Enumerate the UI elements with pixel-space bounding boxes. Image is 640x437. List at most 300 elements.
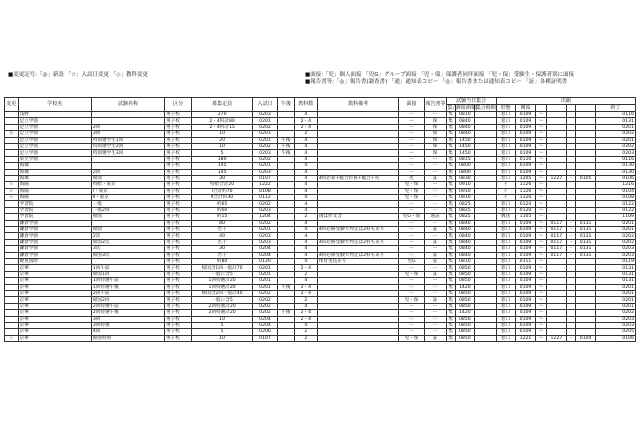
cell-change-mark: ☆ xyxy=(5,335,19,341)
cell-assembly: 集 xyxy=(446,246,455,252)
cell-school-type: 男子校 xyxy=(165,239,192,245)
cell-range-mark: 〜 xyxy=(536,271,546,277)
cell-application-close: 0201 xyxy=(596,290,636,296)
cell-separator: ・ xyxy=(566,246,575,252)
cell-afternoon: 午後 xyxy=(278,284,295,290)
cell-start-time: 0825 xyxy=(455,201,474,207)
cell-application-open: 0109 xyxy=(515,163,536,169)
cell-school-type: 男子校 xyxy=(165,284,192,290)
cell-start-time: 0840 xyxy=(455,227,474,233)
cell-exam-name: 帰国 xyxy=(91,214,164,220)
cell-separator: ・ xyxy=(566,220,575,226)
header-row-top xyxy=(5,98,636,105)
cell-assembly: 集 xyxy=(446,239,455,245)
cell-application-open: 0109 xyxy=(515,246,536,252)
cell-range-mark: 〜 xyxy=(536,112,546,118)
cell-exam-date: 0204 xyxy=(252,246,277,252)
cell-subjects: 2・4 xyxy=(294,284,317,290)
cell-assembly: 集 xyxy=(446,124,455,130)
cell-exam-date: 0201 xyxy=(252,137,277,143)
cell-application-close: 0201 xyxy=(596,303,636,309)
cell-application-close: 1109 xyxy=(596,214,636,220)
cell-application-close: 0203 xyxy=(596,316,636,322)
cell-application-close: 0122 xyxy=(596,207,636,213)
cell-report: ー xyxy=(424,290,446,296)
cell-assembly: 集 xyxy=(446,131,455,137)
cell-exam-name: 特別選学生2回 xyxy=(91,143,164,149)
cell-school-name: 京華 xyxy=(18,284,91,290)
cell-start-time: 0800 xyxy=(455,163,474,169)
cell-capacity: 2回特選計20 xyxy=(192,303,253,309)
cell-capacity: 5 xyxy=(192,322,253,328)
cell-school-type: 男子校 xyxy=(165,290,192,296)
cell-exam-date: 0203 xyxy=(252,233,277,239)
cell-subjects: 4 xyxy=(294,220,317,226)
cell-report: ー xyxy=(424,329,446,335)
cell-application-form: イ xyxy=(496,188,515,194)
cell-report: ー xyxy=(424,278,446,284)
cell-application-form: 窓口 xyxy=(496,112,515,118)
cell-start-time: 0810 xyxy=(455,258,474,264)
cell-application-open: 1126 xyxy=(515,188,536,194)
header-hokoku: 報告書等 xyxy=(424,98,446,112)
cell-application-close: 0202 xyxy=(596,239,636,245)
cell-subjects: 4 xyxy=(294,195,317,201)
cell-capacity: 10 xyxy=(192,316,253,322)
cell-application-open: 0109 xyxy=(515,310,536,316)
cell-exam-name: 4回 xyxy=(91,329,164,335)
cell-school-name: 鎌倉学園 xyxy=(18,220,91,226)
cell-exam-date: 1222 xyxy=(252,182,277,188)
cell-capacity: 帰国含1回一般計70 xyxy=(192,265,253,271)
cell-school-type: 男子校 xyxy=(165,150,192,156)
cell-application-form: 窓口 xyxy=(496,329,515,335)
cell-school-type: 男子校 xyxy=(165,143,192,149)
cell-subjects: 4 xyxy=(294,303,317,309)
cell-exam-name: 一般2回 xyxy=(91,207,164,213)
header-keitai: 形態 xyxy=(496,105,515,112)
cell-exam-date: 0202 xyxy=(252,156,277,162)
cell-start-time: 0815 xyxy=(455,156,474,162)
cell-school-name: 京華 xyxy=(18,310,91,316)
cell-application-close: 0202 xyxy=(596,310,636,316)
exam-schedule-table xyxy=(4,97,636,342)
cell-assembly: 集 xyxy=(446,271,455,277)
cell-start-time: 0825 xyxy=(455,214,474,220)
cell-school-type: 男子校 xyxy=(165,201,192,207)
cell-application-close: 0203 xyxy=(596,322,636,328)
header-shugo-group: 試験当日集合 xyxy=(446,98,496,105)
cell-report: ー xyxy=(424,163,446,169)
cell-exam-name: 特給・東京 xyxy=(91,182,164,188)
cell-school-type: 男子校 xyxy=(165,131,192,137)
cell-assembly: 集 xyxy=(446,112,455,118)
cell-assembly: 集 xyxy=(446,214,455,220)
cell-school-name: 京華 xyxy=(18,297,91,303)
cell-subjects: 4 xyxy=(294,112,317,118)
cell-start-time: 1450 xyxy=(455,143,474,149)
cell-exam-date: 0201 xyxy=(252,278,277,284)
cell-interview: ー xyxy=(399,220,424,226)
cell-exam-name: 3次 xyxy=(91,246,164,252)
cell-range-mark: 〜 xyxy=(536,207,546,213)
cell-capacity: 1回特選計20 xyxy=(192,278,253,284)
cell-interview: ー xyxy=(399,163,424,169)
cell-school-name: 海城 xyxy=(18,175,91,181)
cell-assembly: 集 xyxy=(446,316,455,322)
cell-exam-date: 0201 xyxy=(252,163,277,169)
cell-exam-date: 0108 xyxy=(252,188,277,194)
cell-assembly: 集 xyxy=(446,169,455,175)
cell-application-open: 0109 xyxy=(515,252,536,258)
cell-range-mark: 〜 xyxy=(536,227,546,233)
cell-exam-name: 3回 xyxy=(91,131,164,137)
cell-assembly: 集 xyxy=(446,175,455,181)
cell-range-mark: 〜 xyxy=(536,278,546,284)
cell-afternoon: 午後 xyxy=(278,137,295,143)
cell-school-type: 男子校 xyxy=(165,182,192,188)
cell-assembly: 集 xyxy=(446,143,455,149)
header-blank-1 xyxy=(536,105,546,112)
cell-school-name: 京華 xyxy=(18,290,91,296)
cell-range-mark: 〜 xyxy=(536,239,546,245)
cell-interview: ー xyxy=(399,156,424,162)
cell-application-mid2: 0131 xyxy=(576,252,596,258)
cell-application-open: 0109 xyxy=(515,137,536,143)
header-owari: 終了 xyxy=(596,105,636,112)
cell-subjects: 4 xyxy=(294,258,317,264)
cell-school-name: 足立学園 xyxy=(18,131,91,137)
cell-interview: ー xyxy=(399,303,424,309)
cell-exam-date: 0202 xyxy=(252,220,277,226)
cell-capacity: 40 xyxy=(192,233,253,239)
cell-application-form: 窓口 xyxy=(496,233,515,239)
cell-application-close: 0201 xyxy=(596,137,636,143)
cell-application-open: 0109 xyxy=(515,329,536,335)
cell-application-form: 窓口 xyxy=(496,163,515,169)
cell-school-name: 鎌倉学園 xyxy=(18,227,91,233)
cell-school-type: 男子校 xyxy=(165,169,192,175)
header-shukketsu: 出願 xyxy=(496,98,635,105)
cell-assembly: 集 xyxy=(446,284,455,290)
cell-exam-date: 0107 xyxy=(252,335,277,341)
cell-start-time: 0910 xyxy=(455,188,474,194)
cell-range-mark: 〜 xyxy=(536,258,546,264)
cell-subjects: 4 xyxy=(294,322,317,328)
header-kubun: 区分 xyxy=(165,98,192,112)
cell-subjects: 2・4 xyxy=(294,265,317,271)
cell-range-mark: 〜 xyxy=(536,150,546,156)
cell-subjects: 2 xyxy=(294,297,317,303)
cell-application-form: 窓口 xyxy=(496,303,515,309)
cell-capacity: 約15 xyxy=(192,214,253,220)
cell-application-open: 0109 xyxy=(515,233,536,239)
cell-start-time: 0840 xyxy=(455,131,474,137)
cell-school-name: 学習院 xyxy=(18,201,91,207)
cell-subjects: 2・4 xyxy=(294,290,317,296)
cell-exam-name: 2回特選午前 xyxy=(91,303,164,309)
cell-school-name: 海陽 xyxy=(18,195,91,201)
table-row xyxy=(5,227,636,233)
cell-change-mark: ☆ xyxy=(5,182,19,188)
cell-school-name: 足立学園 xyxy=(18,124,91,130)
cell-application-close: 0108 xyxy=(596,195,636,201)
cell-interview: ー xyxy=(399,246,424,252)
cell-application-mid: 0117 xyxy=(546,220,566,226)
cell-application-close: 0201 xyxy=(596,284,636,290)
cell-range-mark: 〜 xyxy=(536,143,546,149)
cell-application-close: 0203 xyxy=(596,246,636,252)
cell-afternoon: 午後 xyxy=(278,143,295,149)
cell-school-type: 男子校 xyxy=(165,188,192,194)
cell-application-open: 0109 xyxy=(515,303,536,309)
cell-capacity: 180 xyxy=(192,156,253,162)
cell-application-open: 0109 xyxy=(515,297,536,303)
cell-report: ー xyxy=(424,233,446,239)
header-exam: 試験名称 xyxy=(91,98,164,112)
cell-application-form: 窓口 xyxy=(496,227,515,233)
cell-capacity: 10 xyxy=(192,335,253,341)
cell-exam-date: 1204 xyxy=(252,214,277,220)
cell-application-close: 0131 xyxy=(596,278,636,284)
cell-school-name: 京華 xyxy=(18,335,91,341)
cell-application-form: 窓口 xyxy=(496,220,515,226)
cell-range-mark: 〜 xyxy=(536,310,546,316)
cell-application-form: 窓口 xyxy=(496,271,515,277)
cell-report: 証 xyxy=(424,227,446,233)
cell-application-form: 窓口 xyxy=(496,143,515,149)
cell-application-mid: 1227 xyxy=(546,175,566,181)
cell-assembly: 集 xyxy=(446,182,455,188)
cell-report: ー xyxy=(424,112,446,118)
header-blank-2 xyxy=(546,105,566,112)
cell-subjects: 2 xyxy=(294,271,317,277)
cell-application-open: 0109 xyxy=(515,143,536,149)
cell-subject-notes xyxy=(317,335,399,341)
cell-school-type: 男子校 xyxy=(165,220,192,226)
cell-range-mark: 〜 xyxy=(536,182,546,188)
cell-application-open: 0109 xyxy=(515,112,536,118)
cell-range-mark: 〜 xyxy=(536,233,546,239)
cell-school-type: 男子校 xyxy=(165,195,192,201)
cell-start-time: 1420 xyxy=(455,310,474,316)
cell-application-open: 0111 xyxy=(515,258,536,264)
cell-subject-notes: 4科必修受験で判定は2科もあり xyxy=(317,252,399,258)
cell-capacity: 30 xyxy=(192,246,253,252)
cell-range-mark: 〜 xyxy=(536,290,546,296)
cell-school-type: 男子校 xyxy=(165,265,192,271)
cell-application-form: イ xyxy=(496,182,515,188)
cell-interview: ー xyxy=(399,322,424,328)
cell-exam-date: 0201 xyxy=(252,227,277,233)
cell-interview: 児G・保 xyxy=(399,214,424,220)
cell-subjects: 4 xyxy=(294,246,317,252)
cell-application-mid: 0117 xyxy=(546,227,566,233)
cell-separator: ・ xyxy=(566,335,575,341)
cell-application-form: 窓口 xyxy=(496,137,515,143)
cell-start-time: 1450 xyxy=(455,150,474,156)
cell-interview: ー xyxy=(399,310,424,316)
cell-school-name: 足立学園 xyxy=(18,150,91,156)
cell-capacity: 1回特選計20 xyxy=(192,284,253,290)
cell-range-mark: 〜 xyxy=(536,201,546,207)
cell-exam-date: 0107 xyxy=(252,175,277,181)
cell-assembly: 集 xyxy=(446,297,455,303)
cell-change-mark: ☆ xyxy=(5,195,19,201)
cell-report: ー xyxy=(424,284,446,290)
cell-application-close: 0203 xyxy=(596,252,636,258)
cell-report: ー xyxy=(424,265,446,271)
cell-exam-name: 3回特選 xyxy=(91,322,164,328)
cell-exam-name: 特別選学生1回 xyxy=(91,137,164,143)
cell-range-mark: 〜 xyxy=(536,297,546,303)
cell-range-mark: 〜 xyxy=(536,214,546,220)
cell-application-open: 0109 xyxy=(515,271,536,277)
cell-application-open: 1126 xyxy=(515,182,536,188)
cell-assembly: 集 xyxy=(446,163,455,169)
cell-application-mid2: 0131 xyxy=(576,220,596,226)
cell-school-name: 海陽 xyxy=(18,182,91,188)
cell-subjects: 4 xyxy=(294,150,317,156)
cell-application-form: 窓口 xyxy=(496,201,515,207)
cell-school-name: 京華 xyxy=(18,322,91,328)
cell-application-open: 0109 xyxy=(515,290,536,296)
cell-application-mid: 1227 xyxy=(546,335,566,341)
cell-subjects: 2 xyxy=(294,214,317,220)
cell-start-time: 0850 xyxy=(455,329,474,335)
cell-capacity: 2・4科計80 xyxy=(192,118,253,124)
cell-school-type: 男子校 xyxy=(165,329,192,335)
cell-start-time: 0850 xyxy=(455,335,474,341)
cell-report: ー xyxy=(424,207,446,213)
cell-start-time: 0850 xyxy=(455,265,474,271)
cell-school-type: 男子校 xyxy=(165,137,192,143)
cell-start-time: 0910 xyxy=(455,195,474,201)
cell-subjects: 4 xyxy=(294,137,317,143)
cell-exam-date: 0202 xyxy=(252,201,277,207)
cell-assembly: 集 xyxy=(446,118,455,124)
cell-interview: ー xyxy=(399,233,424,239)
cell-exam-name: 帰国2次 xyxy=(91,239,164,245)
cell-report: ー xyxy=(424,195,446,201)
cell-application-open: 1105 xyxy=(515,214,536,220)
cell-change-mark: ◇ xyxy=(5,131,19,137)
cell-capacity: 30 xyxy=(192,175,253,181)
cell-subject-notes: 国は作文含 xyxy=(317,214,399,220)
cell-capacity: 5 xyxy=(192,150,253,156)
cell-start-time: 0850 xyxy=(455,316,474,322)
cell-application-close: 0130 xyxy=(596,163,636,169)
cell-application-open: 0109 xyxy=(515,239,536,245)
cell-assembly: 集 xyxy=(446,220,455,226)
cell-exam-date: 0202 xyxy=(252,310,277,316)
cell-start-time: 0810 xyxy=(455,112,474,118)
cell-application-open: 1205 xyxy=(515,175,536,181)
cell-school-name: 足立学園 xyxy=(18,137,91,143)
cell-exam-name: 3回 xyxy=(91,316,164,322)
cell-application-mid2: 0131 xyxy=(576,233,596,239)
cell-application-mid: 0117 xyxy=(546,233,566,239)
cell-school-name: 学習院 xyxy=(18,207,91,213)
cell-range-mark: 〜 xyxy=(536,195,546,201)
cell-range-mark: 〜 xyxy=(536,118,546,124)
cell-subjects: 2 xyxy=(294,131,317,137)
cell-separator: ・ xyxy=(566,175,575,181)
cell-interview: ー xyxy=(399,290,424,296)
cell-application-form: 窓口 xyxy=(496,297,515,303)
header-mensetsu: 面接 xyxy=(399,98,424,112)
cell-application-open: 0110 xyxy=(515,156,536,162)
cell-application-open: 0109 xyxy=(515,278,536,284)
cell-range-mark: 〜 xyxy=(536,316,546,322)
cell-application-close: 0131 xyxy=(596,118,636,124)
cell-start-time: 0850 xyxy=(455,271,474,277)
cell-interview: ー xyxy=(399,118,424,124)
cell-application-form: 窓口 xyxy=(496,284,515,290)
cell-interview: ー xyxy=(399,265,424,271)
cell-application-close: 1216 xyxy=(596,182,636,188)
cell-range-mark: 〜 xyxy=(536,220,546,226)
cell-separator: ・ xyxy=(566,233,575,239)
cell-assembly-time xyxy=(474,335,496,341)
cell-subjects: 4 xyxy=(294,278,317,284)
cell-capacity: 5 xyxy=(192,329,253,335)
cell-exam-date: 0203 xyxy=(252,131,277,137)
cell-school-type: 男子校 xyxy=(165,112,192,118)
header-kyoka: 教科数 xyxy=(294,98,317,112)
cell-exam-date: 0201 xyxy=(252,271,277,277)
table-row xyxy=(5,239,636,245)
cell-school-name: 鎌倉学園 xyxy=(18,239,91,245)
cell-capacity: 10 xyxy=(192,143,253,149)
cell-assembly: 集 xyxy=(446,290,455,296)
cell-application-close: 0106 xyxy=(596,175,636,181)
cell-school-name: 京華 xyxy=(18,278,91,284)
cell-exam-date: 0204 xyxy=(252,316,277,322)
cell-application-open: 0109 xyxy=(515,284,536,290)
cell-school-type: 男子校 xyxy=(165,214,192,220)
cell-subjects: 4 xyxy=(294,252,317,258)
cell-start-time: 0840 xyxy=(455,252,474,258)
cell-start-time: 0840 xyxy=(455,220,474,226)
cell-capacity: 一般に含5 xyxy=(192,297,253,303)
legend-interview-reports xyxy=(305,72,574,86)
table-row xyxy=(5,335,636,341)
cell-school-name: 海城 xyxy=(18,169,91,175)
cell-range-mark: 〜 xyxy=(536,252,546,258)
cell-subjects: 4 xyxy=(294,182,317,188)
cell-application-form: 窓口 xyxy=(496,131,515,137)
cell-application-close: 0202 xyxy=(596,131,636,137)
cell-exam-name: 2回午前 xyxy=(91,290,164,296)
cell-subject-notes: 4科必修受験で判定は2科もあり xyxy=(317,239,399,245)
cell-assembly: 集 xyxy=(446,258,455,264)
cell-application-form: 窓口 xyxy=(496,310,515,316)
cell-subjects: 4 xyxy=(294,188,317,194)
cell-school-name: 海陽 xyxy=(18,188,91,194)
cell-application-mid: 0117 xyxy=(546,246,566,252)
cell-assembly: 集 xyxy=(446,335,455,341)
cell-range-mark: 〜 xyxy=(536,265,546,271)
cell-exam-date: 0203 xyxy=(252,112,277,118)
cell-assembly: 集 xyxy=(446,188,455,194)
cell-exam-name: Ⅱ・東京 xyxy=(91,195,164,201)
cell-start-time: 1450 xyxy=(455,137,474,143)
header-blank-4 xyxy=(576,105,596,112)
cell-report: 保 xyxy=(424,143,446,149)
cell-subject-notes: 体育実技あり xyxy=(317,258,399,264)
cell-capacity: 約65 xyxy=(192,201,253,207)
